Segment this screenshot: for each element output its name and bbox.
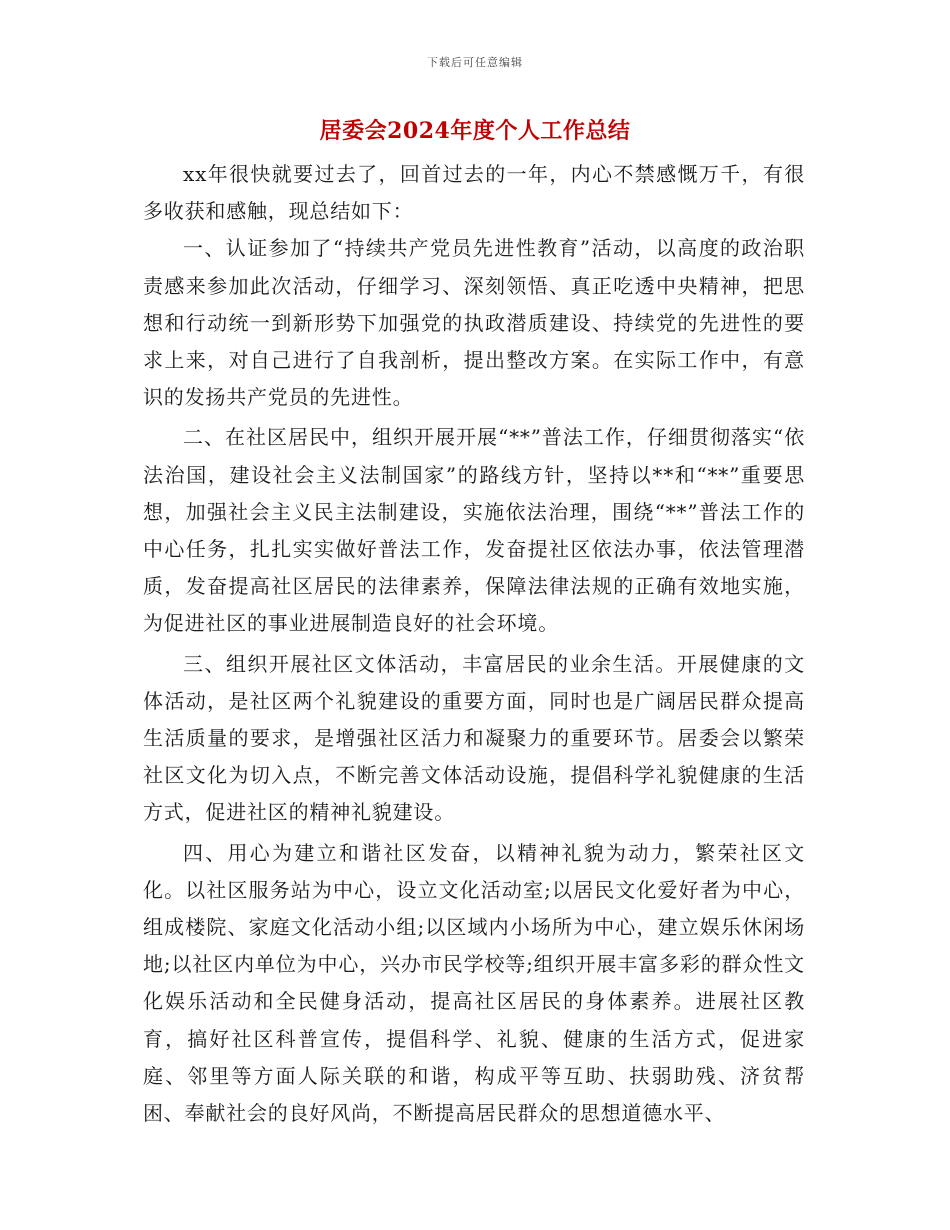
document-body bbox=[143, 156, 805, 1132]
document-title: 居委会2024年度个人工作总结 bbox=[319, 118, 631, 144]
header-note: 下载后可任意编辑 bbox=[427, 56, 523, 69]
paragraph-section-2: 二、在社区居民中，组织开展开展“**”普法工作，仔细贯彻落实“依法治国，建设社会主义法制国家”的路线方针，坚持以**和“**”重要思想，加强社会主义民主法制建设，实施依法治理，围绕“**”普法工作的中心任务，扎扎实实做好普法工作，发奋提社区依法办事，依法管理潜质，发奋提高社区居民的法律素养，保障法律法规的正确有效地实施，为促进社区的事业进展制造良好的社会环境。 bbox=[143, 425, 805, 636]
paragraph-section-3: 三、组织开展社区文体活动，丰富居民的业余生活。开展健康的文体活动，是社区两个礼貌建设的重要方面，同时也是广阔居民群众提高生活质量的要求，是增强社区活力和凝聚力的重要环节。居委会以繁荣社区文化为切入点，不断完善文体活动设施，提倡科学礼貌健康的生活方式，促进社区的精神礼貌建设。 bbox=[143, 651, 805, 825]
paragraph-section-4: 四、用心为建立和谐社区发奋，以精神礼貌为动力，繁荣社区文化。以社区服务站为中心，设立文化活动室;以居民文化爱好者为中心，组成楼院、家庭文化活动小组;以区域内小场所为中心，建立娱乐休闲场地;以社区内单位为中心，兴办市民学校等;组织开展丰富多彩的群众性文化娱乐活动和全民健身活动，提高社区居民的身体素养。进展社区教育，搞好社区科普宣传，提倡科学、礼貌、健康的生活方式，促进家庭、邻里等方面人际关联的和谐，构成平等互助、扶弱助残、济贫帮困、奉献社会的良好风尚，不断提高居民群众的思想道德水平、 bbox=[143, 840, 805, 1126]
paragraph-intro: xx年很快就要过去了，回首过去的一年，内心不禁感慨万千，有很多收获和感触，现总结如下： bbox=[143, 162, 805, 224]
paragraph-section-1: 一、认证参加了“持续共产党员先进性教育”活动，以高度的政治职责感来参加此次活动，仔细学习、深刻领悟、真正吃透中央精神，把思想和行动统一到新形势下加强党的执政潜质建设、持续党的先进性的要求上来，对自己进行了自我剖析，提出整改方案。在实际工作中，有意识的发扬共产党员的先进性。 bbox=[143, 236, 805, 410]
